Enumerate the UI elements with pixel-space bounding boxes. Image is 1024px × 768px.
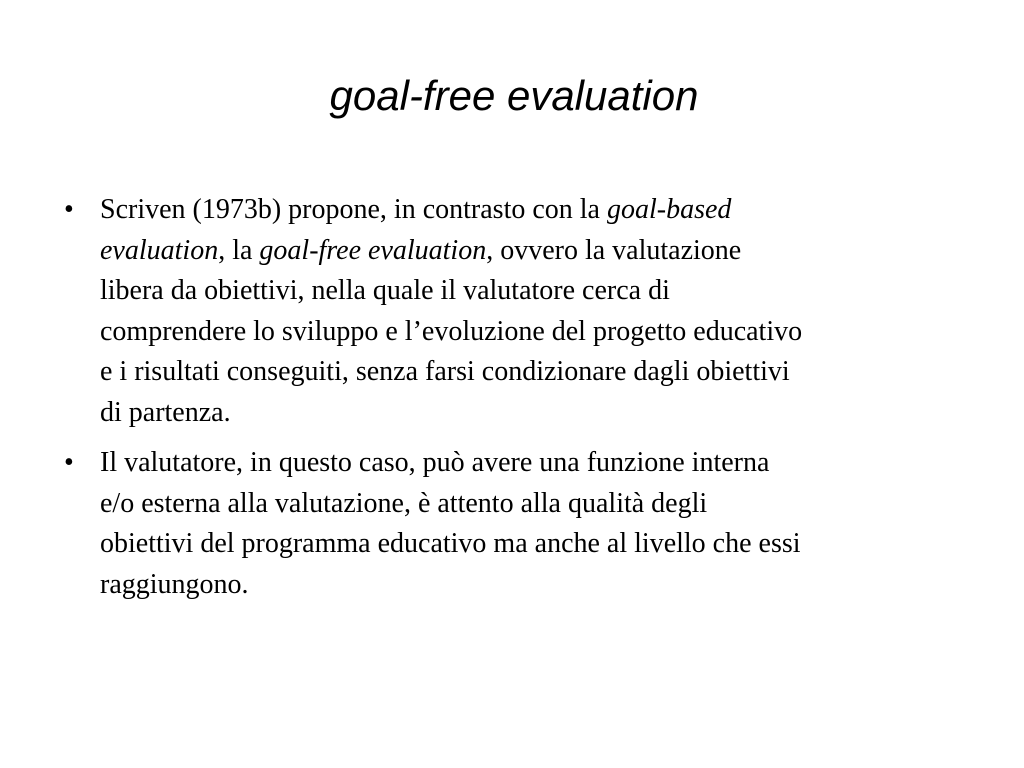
italic-term: goal-free evaluation [259, 234, 487, 266]
text-segment: raggiungono. [100, 568, 249, 600]
text-segment: Il valutatore, in questo caso, può avere una funzione interna [100, 447, 770, 478]
text-segment: di partenza. [100, 396, 231, 428]
text-line [100, 190, 964, 231]
text-segment: , ovvero la valutazione [486, 234, 742, 266]
bullet-text [100, 190, 964, 433]
text-line [100, 393, 964, 434]
text-line [100, 443, 964, 484]
text-line [100, 231, 964, 272]
text-line [100, 524, 964, 565]
text-segment: e i risultati conseguiti, senza farsi condizionare dagli obiettivi [100, 356, 790, 387]
text-line [100, 352, 964, 393]
bullet-item [64, 443, 964, 605]
italic-term: goal-based [606, 194, 732, 225]
text-segment: libera da obiettivi, nella quale il valutatore cerca di [100, 275, 670, 306]
bullet-list [64, 190, 964, 615]
italic-term: evaluation [100, 234, 219, 266]
text-line [100, 271, 964, 312]
bullet-item [64, 190, 964, 433]
text-segment: comprendere lo sviluppo e l’evoluzione del progetto educativo [100, 315, 803, 347]
text-segment: e/o esterna alla valutazione, è attento alla qualità degli [100, 487, 708, 519]
text-line [100, 484, 964, 525]
bullet-marker: • [64, 194, 74, 225]
text-segment: Scriven (1973b) propone, in contrasto con la [100, 194, 607, 225]
text-line [100, 312, 964, 353]
bullet-text [100, 443, 964, 605]
text-line [100, 565, 964, 606]
text-segment: obiettivi del programma educativo ma anche al livello che essi [100, 528, 801, 559]
text-segment: , la [218, 234, 260, 266]
slide-title: goal-free evaluation [329, 72, 699, 119]
bullet-marker: • [64, 447, 74, 478]
